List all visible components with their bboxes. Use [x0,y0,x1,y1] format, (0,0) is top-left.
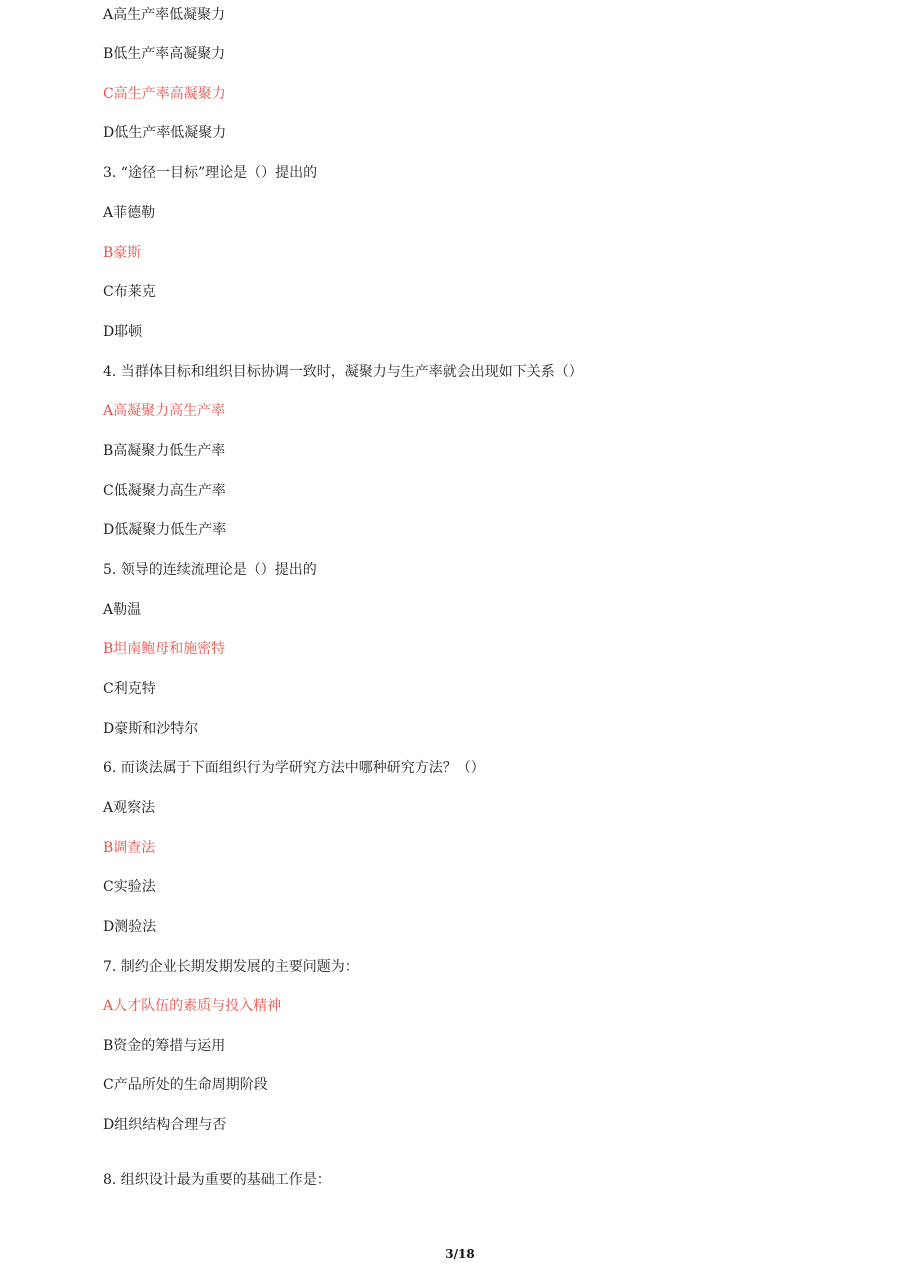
option-line: A菲德勒 [103,205,156,221]
correct-option-line: B调查法 [103,840,156,856]
correct-option-line: B豪斯 [103,245,142,261]
correct-option-line: A高凝聚力高生产率 [103,403,226,419]
option-line: A观察法 [103,800,156,816]
option-line: C布莱克 [103,284,156,300]
correct-option-line: B坦南鲍母和施密特 [103,641,226,657]
question-line: 4. 当群体目标和组织目标协调一致时，凝聚力与生产率就会出现如下关系（） [103,364,583,380]
correct-option-line: C高生产率高凝聚力 [103,86,226,102]
option-line: C利克特 [103,681,156,697]
question-line: 5. 领导的连续流理论是（）提出的 [103,562,317,578]
option-line: A勒温 [103,602,142,618]
question-line: 3. “途径一目标”理论是（）提出的 [103,165,318,181]
question-line: 7. 制约企业长期发期发展的主要问题为： [103,959,359,975]
option-line: D低生产率低凝聚力 [103,125,227,141]
question-line: 8. 组织设计最为重要的基础工作是： [103,1172,331,1188]
option-line: B高凝聚力低生产率 [103,443,226,459]
option-line: D耶顿 [103,324,143,340]
option-line: D低凝聚力低生产率 [103,522,227,538]
option-line: C产品所处的生命周期阶段 [103,1077,268,1093]
option-line: B低生产率高凝聚力 [103,46,226,62]
page-number: 3/18 [445,1247,475,1261]
option-line: D豪斯和沙特尔 [103,721,199,737]
question-line: 6. 而谈法属于下面组织行为学研究方法中哪种研究方法？（） [103,760,485,776]
option-line: A高生产率低凝聚力 [103,7,226,23]
correct-option-line: A人才队伍的素质与投入精神 [103,998,282,1014]
option-line: C实验法 [103,879,156,895]
option-line: B资金的筹措与运用 [103,1038,226,1054]
option-line: D组织结构合理与否 [103,1117,227,1133]
option-line: D测验法 [103,919,157,935]
option-line: C低凝聚力高生产率 [103,483,226,499]
